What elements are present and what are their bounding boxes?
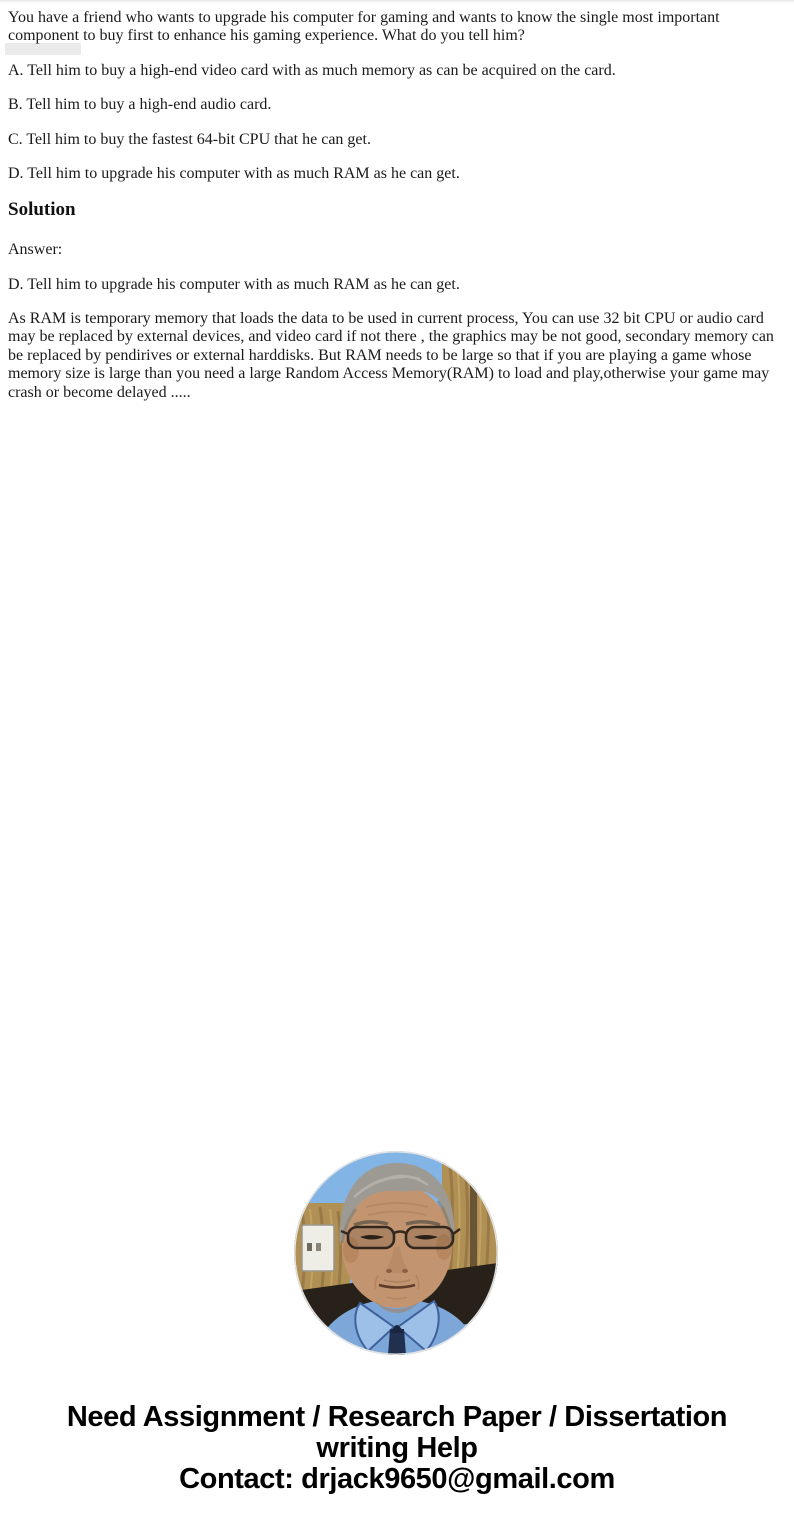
question-document bbox=[0, 0, 794, 418]
option-d: D. Tell him to upgrade his computer with as much RAM as he can get. bbox=[8, 164, 460, 182]
answer-label: Answer: bbox=[8, 241, 63, 259]
question-text: You have a friend who wants to upgrade his computer for gaming and wants to know the single most important component to buy first to enhance his gaming experience. What do you tell him? bbox=[8, 9, 720, 45]
option-a: A. Tell him to buy a high-end video card with as much memory as can be acquired on the card. bbox=[8, 61, 616, 79]
avatar bbox=[294, 1151, 498, 1355]
solution-heading: Solution bbox=[8, 199, 76, 221]
explanation-text: As RAM is temporary memory that loads the data to be used in current process, You can use 32 bit CPU or audio card may be replaced by external devices, and video card if not there , the graphics may be not good, secondary memory can be replaced by pendirives or external harddisks. But RAM needs to be large so that if you are playing a game whose memory size is large than you need a large Random Access Memory(RAM) to load and play,otherwise your game may crash or become delayed ..... bbox=[8, 309, 774, 401]
answer-text: D. Tell him to upgrade his computer with as much RAM as he can get. bbox=[8, 275, 460, 293]
option-b: B. Tell him to buy a high-end audio card. bbox=[8, 96, 272, 114]
option-c: C. Tell him to buy the fastest 64-bit CPU that he can get. bbox=[8, 130, 371, 148]
avatar-photo bbox=[294, 1151, 498, 1355]
footer-help-line-1: Need Assignment / Research Paper / Dissertation bbox=[66, 1401, 728, 1433]
footer-help-line-2: writing Help bbox=[316, 1432, 478, 1464]
footer-contact-email: Contact: drjack9650@gmail.com bbox=[179, 1463, 615, 1495]
avatar-wall-panel bbox=[302, 1225, 334, 1271]
footer bbox=[0, 1402, 794, 1495]
